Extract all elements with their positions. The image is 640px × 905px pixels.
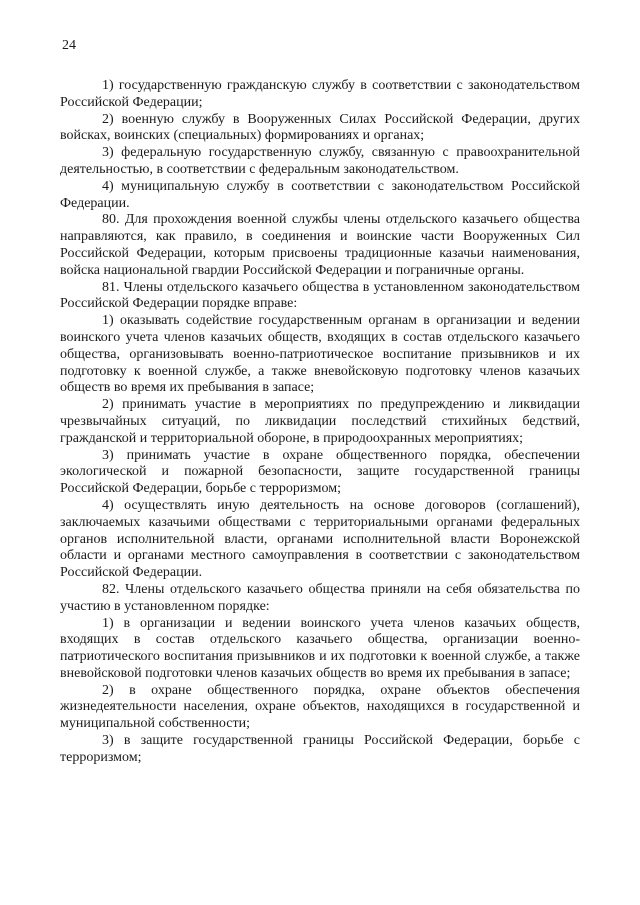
paragraph-81: 81. Члены отдельского казачьего общества в установленном законодательством Российской Федерации порядке вправе: [60,279,580,312]
paragraph-81-3: 3) принимать участие в охране общественного порядка, обеспечении экологической и пожарной безопасности, защите государственной границы Российской Федерации, борьбе с терроризмом; [60,447,580,497]
paragraph-82-2: 2) в охране общественного порядка, охране объектов обеспечения жизнедеятельности населения, охране объектов, находящихся в государственной и муниципальной собственности; [60,682,580,732]
paragraph-2: 2) военную службу в Вооруженных Силах Российской Федерации, других войсках, воинских (специальных) формированиях и органах; [60,111,580,144]
paragraph-1: 1) государственную гражданскую службу в соответствии с законодательством Российской Федерации; [60,78,580,110]
paragraph-3: 3) федеральную государственную службу, связанную с правоохранительной деятельностью, в соответствии с федеральным законодательством. [60,145,580,177]
paragraph-81-4: 4) осуществлять иную деятельность на основе договоров (соглашений), заключаемых казачьими обществами с территориальными органами федеральных органов исполнительной власти, органами исполнительной власти Воронежской области и органами местного самоуправления в соответствии с законодательством Российской Федерации. [60,497,580,581]
paragraph-81-1: 1) оказывать содействие государственным органам в организации и ведении воинского учета членов казачьих обществ, входящих в состав отдельского казачьего общества, организовывать военно-патриотическое воспитание призывников и их подготовку к военной службе, а также вневойсковую подготовку членов казачьих обществ во время их пребывания в запасе; [60,313,580,396]
paragraph-81-2: 2) принимать участие в мероприятиях по предупреждению и ликвидации чрезвычайных ситуаций, по ликвидации последствий стихийных бедствий, гражданской и территориальной обороне, в природоохранных мероприятиях; [60,397,580,446]
paragraph-82-3: 3) в защите государственной границы Российской Федерации, борьбе с терроризмом; [60,733,580,765]
paragraph-4: 4) муниципальную службу в соответствии с законодательством Российской Федерации. [60,178,580,211]
document-body [60,78,580,767]
paragraph-82: 82. Члены отдельского казачьего общества приняли на себя обязательства по участию в установленном порядке: [60,581,580,614]
paragraph-80: 80. Для прохождения военной службы члены отдельского казачьего общества направляются, как правило, в соединения и воинские части Вооруженных Сил Российской Федерации, которым присвоены традиционные казачьи наименования, войска национальной гвардии Российской Федерации и пограничные органы. [60,212,580,278]
paragraph-82-1: 1) в организации и ведении воинского учета членов казачьих обществ, входящих в состав отдельского казачьего общества, организации военно-патриотического воспитания призывников и их подготовки к военной службе, а также вневойсковой подготовки членов казачьих обществ во время их пребывания в запасе; [60,615,580,681]
page-number: 24 [62,38,76,53]
